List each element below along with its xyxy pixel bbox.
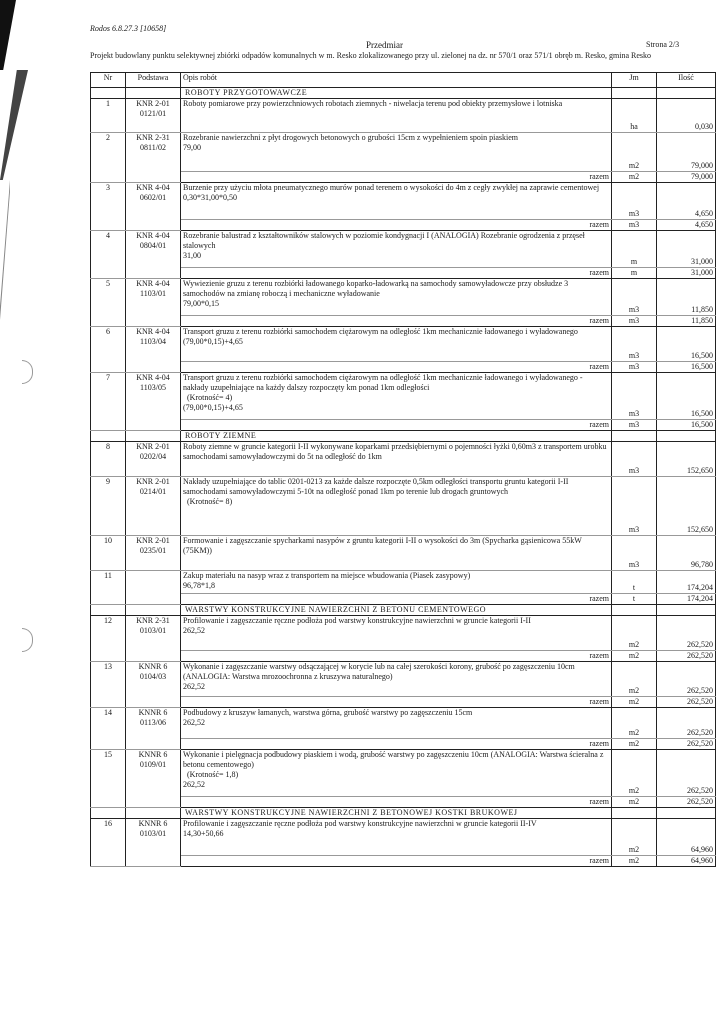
subtotal-unit: m3 <box>612 316 657 327</box>
subtotal-label: razem <box>181 172 612 183</box>
item-number: 6 <box>91 327 126 373</box>
item-unit: m2 <box>612 616 657 651</box>
section-empty-cell <box>126 808 181 819</box>
item-description-cell <box>181 183 612 220</box>
item-formula: 79,00*0,15 <box>183 299 219 308</box>
item-basis <box>126 231 181 279</box>
subtotal-unit: m2 <box>612 797 657 808</box>
table-row <box>91 231 716 268</box>
item-basis <box>126 279 181 327</box>
item-number: 4 <box>91 231 126 279</box>
basis-position: 0214/01 <box>139 487 167 496</box>
item-quantity: 31,000 <box>657 231 716 268</box>
basis-catalog: KNR 2-31 <box>136 616 170 625</box>
section-empty-cell <box>126 88 181 99</box>
item-number: 13 <box>91 662 126 708</box>
item-unit: m3 <box>612 373 657 420</box>
item-quantity: 16,500 <box>657 373 716 420</box>
section-title: ROBOTY ZIEMNE <box>181 431 612 442</box>
item-description-cell <box>181 133 612 172</box>
item-description: Roboty ziemne w gruncie kategorii I-II wykonywane koparkami przedsiębiernymi o pojemności łyżki 0,60m3 z transportem urobku samochodami samowyładowczymi do 5t na odległość do 1km <box>183 442 607 461</box>
item-number: 3 <box>91 183 126 231</box>
subtotal-unit: m2 <box>612 651 657 662</box>
item-basis <box>126 183 181 231</box>
item-quantity: 96,780 <box>657 536 716 571</box>
item-description-cell <box>181 708 612 739</box>
basis-position: 1103/01 <box>140 289 166 298</box>
subtotal-unit: t <box>612 594 657 605</box>
item-unit: m3 <box>612 183 657 220</box>
program-version: Rodos 6.8.27.3 [10658] <box>90 24 167 33</box>
basis-catalog: KNR 2-01 <box>136 536 170 545</box>
item-quantity: 262,520 <box>657 750 716 797</box>
column-header-nr: Nr <box>91 73 126 88</box>
subtotal-quantity: 262,520 <box>657 739 716 750</box>
basis-position: 0121/01 <box>139 109 167 118</box>
item-description-cell <box>181 99 612 133</box>
section-empty-cell <box>91 808 126 819</box>
item-quantity: 16,500 <box>657 327 716 362</box>
item-basis <box>126 327 181 373</box>
item-basis <box>126 750 181 808</box>
item-basis <box>126 571 181 605</box>
item-formula: (79,00*0,15)+4,65 <box>183 337 243 346</box>
item-formula: 14,30+50,66 <box>183 829 224 838</box>
item-description: Podbudowy z kruszyw łamanych, warstwa górna, grubość warstwy po zagęszczeniu 15cm <box>183 708 473 717</box>
item-unit: m2 <box>612 133 657 172</box>
item-formula: (79,00*0,15)+4,65 <box>183 403 243 412</box>
subtotal-row <box>91 362 716 373</box>
item-quantity: 152,650 <box>657 477 716 536</box>
subtotal-row <box>91 739 716 750</box>
basis-catalog: KNR 2-31 <box>136 133 170 142</box>
subtotal-label: razem <box>181 268 612 279</box>
basis-catalog: KNNR 6 <box>138 819 168 828</box>
basis-position: 0109/01 <box>139 760 167 769</box>
table-body <box>91 88 716 867</box>
basis-catalog: KNR 2-01 <box>136 477 170 486</box>
item-description: Zakup materiału na nasyp wraz z transportem na miejsce wbudowania (Piasek zasypowy) <box>183 571 471 580</box>
item-multiplier: (Krotność= 8) <box>187 497 233 506</box>
item-formula: 79,00 <box>183 143 201 152</box>
scan-edge-mark <box>0 70 28 180</box>
item-description-cell <box>181 279 612 316</box>
item-quantity: 4,650 <box>657 183 716 220</box>
table-row <box>91 327 716 362</box>
scan-edge-mark <box>0 180 10 320</box>
subtotal-label: razem <box>181 739 612 750</box>
table-row <box>91 133 716 172</box>
basis-catalog: KNR 4-04 <box>136 327 170 336</box>
item-quantity: 262,520 <box>657 616 716 651</box>
subtotal-quantity: 11,850 <box>657 316 716 327</box>
item-unit: m3 <box>612 279 657 316</box>
item-formula: 262,52 <box>183 718 205 727</box>
section-empty-cell <box>126 431 181 442</box>
item-formula: 0,30*31,00*0,50 <box>183 193 237 202</box>
subtotal-unit: m3 <box>612 420 657 431</box>
section-empty-cell <box>91 88 126 99</box>
section-empty-cell <box>657 605 716 616</box>
subtotal-quantity: 262,520 <box>657 797 716 808</box>
item-number: 8 <box>91 442 126 477</box>
subtotal-unit: m2 <box>612 739 657 750</box>
subtotal-row <box>91 220 716 231</box>
basis-position: 0202/04 <box>139 452 167 461</box>
section-empty-cell <box>612 88 657 99</box>
item-basis <box>126 373 181 431</box>
item-description-cell <box>181 571 612 594</box>
item-formula: 262,52 <box>183 780 205 789</box>
table-row <box>91 536 716 571</box>
basis-position: 0602/01 <box>139 193 167 202</box>
section-empty-cell <box>612 431 657 442</box>
item-unit: m3 <box>612 477 657 536</box>
item-unit: m3 <box>612 442 657 477</box>
item-description: Nakłady uzupełniające do tablic 0201-0213 za każde dalsze rozpoczęte 0,5km odległości transportu gruntu kategorii I-II samochodami samowyładowczymi 5-10t na odległość ponad 1km po terenie lub drogach gruntowych <box>183 477 569 496</box>
basis-position: 0103/01 <box>139 829 167 838</box>
item-description-cell <box>181 819 612 856</box>
item-description: Rozebranie balustrad z kształtowników stalowych w poziomie kondygnacji I (ANALOGIA) Rozebranie ogrodzenia z przęseł stalowych <box>183 231 585 250</box>
item-unit: t <box>612 571 657 594</box>
item-description: Roboty pomiarowe przy powierzchniowych robotach ziemnych - niwelacja terenu pod obiekty przemysłowe i lotniska <box>183 99 563 108</box>
column-header-podstawa: Podstawa <box>126 73 181 88</box>
basis-position: 0104/03 <box>139 672 167 681</box>
basis-catalog: KNR 4-04 <box>136 279 170 288</box>
subtotal-row <box>91 594 716 605</box>
subtotal-unit: m2 <box>612 172 657 183</box>
item-basis <box>126 708 181 750</box>
table-row <box>91 373 716 420</box>
subtotal-label: razem <box>181 220 612 231</box>
subtotal-row <box>91 856 716 867</box>
subtotal-label: razem <box>181 362 612 373</box>
subtotal-unit: m2 <box>612 856 657 867</box>
item-number: 9 <box>91 477 126 536</box>
scan-edge-mark <box>0 0 16 70</box>
basis-catalog: KNNR 6 <box>138 662 168 671</box>
item-quantity: 152,650 <box>657 442 716 477</box>
subtotal-row <box>91 697 716 708</box>
item-number: 10 <box>91 536 126 571</box>
item-description: Transport gruzu z terenu rozbiórki samochodem ciężarowym na odległość 1km mechanicznie ładowanego i wyładowanego <box>183 327 578 336</box>
item-multiplier: (Krotność= 4) <box>187 393 233 402</box>
item-number: 1 <box>91 99 126 133</box>
subtotal-label: razem <box>181 594 612 605</box>
section-title: WARSTWY KONSTRUKCYJNE NAWIERZCHNI Z BETONOWEJ KOSTKI BRUKOWEJ <box>181 808 612 819</box>
section-empty-cell <box>91 605 126 616</box>
section-empty-cell <box>657 808 716 819</box>
section-empty-cell <box>657 88 716 99</box>
subtotal-row <box>91 420 716 431</box>
item-number: 5 <box>91 279 126 327</box>
item-formula: 31,00 <box>183 251 201 260</box>
basis-catalog: KNR 2-01 <box>136 442 170 451</box>
item-description-cell <box>181 442 612 477</box>
item-quantity: 0,030 <box>657 99 716 133</box>
basis-position: 0235/01 <box>139 546 167 555</box>
bill-of-quantities-table <box>90 72 716 867</box>
section-empty-cell <box>126 605 181 616</box>
table-row <box>91 279 716 316</box>
subtotal-quantity: 262,520 <box>657 651 716 662</box>
subtotal-label: razem <box>181 856 612 867</box>
item-description-cell <box>181 750 612 797</box>
section-row <box>91 605 716 616</box>
item-formula: 262,52 <box>183 682 205 691</box>
subtotal-label: razem <box>181 797 612 808</box>
item-description: Profilowanie i zagęszczanie ręczne podłoża pod warstwy konstrukcyjne nawierzchni w gruncie kategorii II-IV <box>183 819 537 828</box>
item-description: Burzenie przy użyciu młota pneumatycznego murów ponad terenem o wysokości do 4m z cegły zwykłej na zaprawie cementowej <box>183 183 600 192</box>
section-title: WARSTWY KONSTRUKCYJNE NAWIERZCHNI Z BETONU CEMENTOWEGO <box>181 605 612 616</box>
item-basis <box>126 133 181 183</box>
subtotal-quantity: 79,000 <box>657 172 716 183</box>
subtotal-label: razem <box>181 420 612 431</box>
punch-hole-icon <box>22 360 33 384</box>
section-empty-cell <box>612 808 657 819</box>
subtotal-row <box>91 268 716 279</box>
item-description-cell <box>181 662 612 697</box>
item-number: 12 <box>91 616 126 662</box>
section-row <box>91 431 716 442</box>
section-empty-cell <box>612 605 657 616</box>
table-row <box>91 662 716 697</box>
subtotal-row <box>91 316 716 327</box>
column-header-jm: Jm <box>612 73 657 88</box>
basis-position: 0804/01 <box>139 241 167 250</box>
item-description-cell <box>181 536 612 571</box>
subtotal-quantity: 16,500 <box>657 420 716 431</box>
project-description: Projekt budowlany punktu selektywnej zbiórki odpadów komunalnych w m. Resko zlokalizowanego przy ul. zielonej na dz. nr 570/1 oraz 571/1 obręb m. Resko, gmina Resko <box>90 51 651 60</box>
item-description: Wykonanie i zagęszczanie warstwy odsączającej w korycie lub na całej szerokości korony, grubość po zagęszczeniu 10cm (ANALOGIA: Warstwa mrozoochronna z kruszywa naturalnego) <box>183 662 575 681</box>
item-description: Rozebranie nawierzchni z płyt drogowych betonowych o grubości 15cm z wypełnieniem spoin piaskiem <box>183 133 519 142</box>
subtotal-unit: m3 <box>612 220 657 231</box>
item-number: 15 <box>91 750 126 808</box>
subtotal-quantity: 4,650 <box>657 220 716 231</box>
table-row <box>91 99 716 133</box>
table-header-row <box>91 73 716 88</box>
page-number: Strona 2/3 <box>646 40 680 49</box>
basis-catalog: KNNR 6 <box>138 708 168 717</box>
item-basis <box>126 662 181 708</box>
item-basis <box>126 477 181 536</box>
subtotal-quantity: 64,960 <box>657 856 716 867</box>
section-empty-cell <box>657 431 716 442</box>
table-row <box>91 477 716 536</box>
item-basis <box>126 819 181 867</box>
item-quantity: 64,960 <box>657 819 716 856</box>
column-header-opis: Opis robót <box>181 73 612 88</box>
item-unit: m <box>612 231 657 268</box>
basis-catalog: KNR 2-01 <box>136 99 170 108</box>
table-row <box>91 571 716 594</box>
basis-catalog: KNNR 6 <box>138 750 168 759</box>
table-row <box>91 442 716 477</box>
subtotal-quantity: 262,520 <box>657 697 716 708</box>
subtotal-row <box>91 651 716 662</box>
item-unit: m3 <box>612 327 657 362</box>
section-row <box>91 88 716 99</box>
basis-position: 0113/06 <box>140 718 166 727</box>
basis-position: 0103/01 <box>139 626 167 635</box>
item-description: Profilowanie i zagęszczanie ręczne podłoża pod warstwy konstrukcyjne nawierzchni w gruncie kategorii I-II <box>183 616 531 625</box>
subtotal-label: razem <box>181 697 612 708</box>
basis-position: 1103/04 <box>140 337 166 346</box>
subtotal-unit: m <box>612 268 657 279</box>
item-quantity: 79,000 <box>657 133 716 172</box>
basis-catalog: KNR 4-04 <box>136 183 170 192</box>
item-unit: m3 <box>612 536 657 571</box>
item-unit: m2 <box>612 819 657 856</box>
item-basis <box>126 99 181 133</box>
item-description: Formowanie i zagęszczanie spycharkami nasypów z gruntu kategorii I-II o wysokości do 3m (Spycharka gąsienicowa 55kW (75KM)) <box>183 536 582 555</box>
item-formula: 262,52 <box>183 626 205 635</box>
subtotal-unit: m3 <box>612 362 657 373</box>
item-multiplier: (Krotność= 1,8) <box>187 770 239 779</box>
section-empty-cell <box>91 431 126 442</box>
item-description-cell <box>181 231 612 268</box>
subtotal-label: razem <box>181 651 612 662</box>
item-quantity: 262,520 <box>657 708 716 739</box>
document-title: Przedmiar <box>366 40 403 50</box>
subtotal-quantity: 174,204 <box>657 594 716 605</box>
subtotal-quantity: 16,500 <box>657 362 716 373</box>
punch-hole-icon <box>22 628 33 652</box>
item-number: 7 <box>91 373 126 431</box>
basis-catalog: KNR 4-04 <box>136 231 170 240</box>
item-description: Transport gruzu z terenu rozbiórki samochodem ciężarowym na odległość 1km mechanicznie ładowanego i wyładowanego - nakłady uzupełniające na każdy dalszy rozpoczęty km ponad 1km odległości <box>183 373 583 392</box>
item-unit: m2 <box>612 708 657 739</box>
item-basis <box>126 442 181 477</box>
item-number: 2 <box>91 133 126 183</box>
basis-position: 0811/02 <box>140 143 166 152</box>
subtotal-row <box>91 172 716 183</box>
item-basis <box>126 536 181 571</box>
basis-position: 1103/05 <box>140 383 166 392</box>
item-number: 11 <box>91 571 126 605</box>
subtotal-row <box>91 797 716 808</box>
item-description-cell <box>181 477 612 536</box>
table-row <box>91 708 716 739</box>
item-description-cell <box>181 373 612 420</box>
item-basis <box>126 616 181 662</box>
item-description: Wywiezienie gruzu z terenu rozbiórki ładowanego koparko-ładowarką na samochody samowyładowcze przy obsłudze 3 samochodów na zmianę roboczą i mechaniczne wyładowanie <box>183 279 569 298</box>
item-formula: 96,78*1,8 <box>183 581 215 590</box>
section-title: ROBOTY PRZYGOTOWAWCZE <box>181 88 612 99</box>
table-row <box>91 819 716 856</box>
table-row <box>91 616 716 651</box>
item-quantity: 174,204 <box>657 571 716 594</box>
item-description-cell <box>181 327 612 362</box>
item-quantity: 262,520 <box>657 662 716 697</box>
basis-catalog: KNR 4-04 <box>136 373 170 382</box>
item-unit: m2 <box>612 750 657 797</box>
item-quantity: 11,850 <box>657 279 716 316</box>
table-row <box>91 183 716 220</box>
subtotal-quantity: 31,000 <box>657 268 716 279</box>
subtotal-label: razem <box>181 316 612 327</box>
item-description-cell <box>181 616 612 651</box>
item-number: 14 <box>91 708 126 750</box>
column-header-ilosc: Ilość <box>657 73 716 88</box>
table-row <box>91 750 716 797</box>
section-row <box>91 808 716 819</box>
item-number: 16 <box>91 819 126 867</box>
item-description: Wykonanie i pielęgnacja podbudowy piaskiem i wodą, grubość warstwy po zagęszczeniu 10cm (ANALOGIA: Warstwa ścieralna z betonu cementowego) <box>183 750 604 769</box>
item-unit: m2 <box>612 662 657 697</box>
item-unit: ha <box>612 99 657 133</box>
subtotal-unit: m2 <box>612 697 657 708</box>
